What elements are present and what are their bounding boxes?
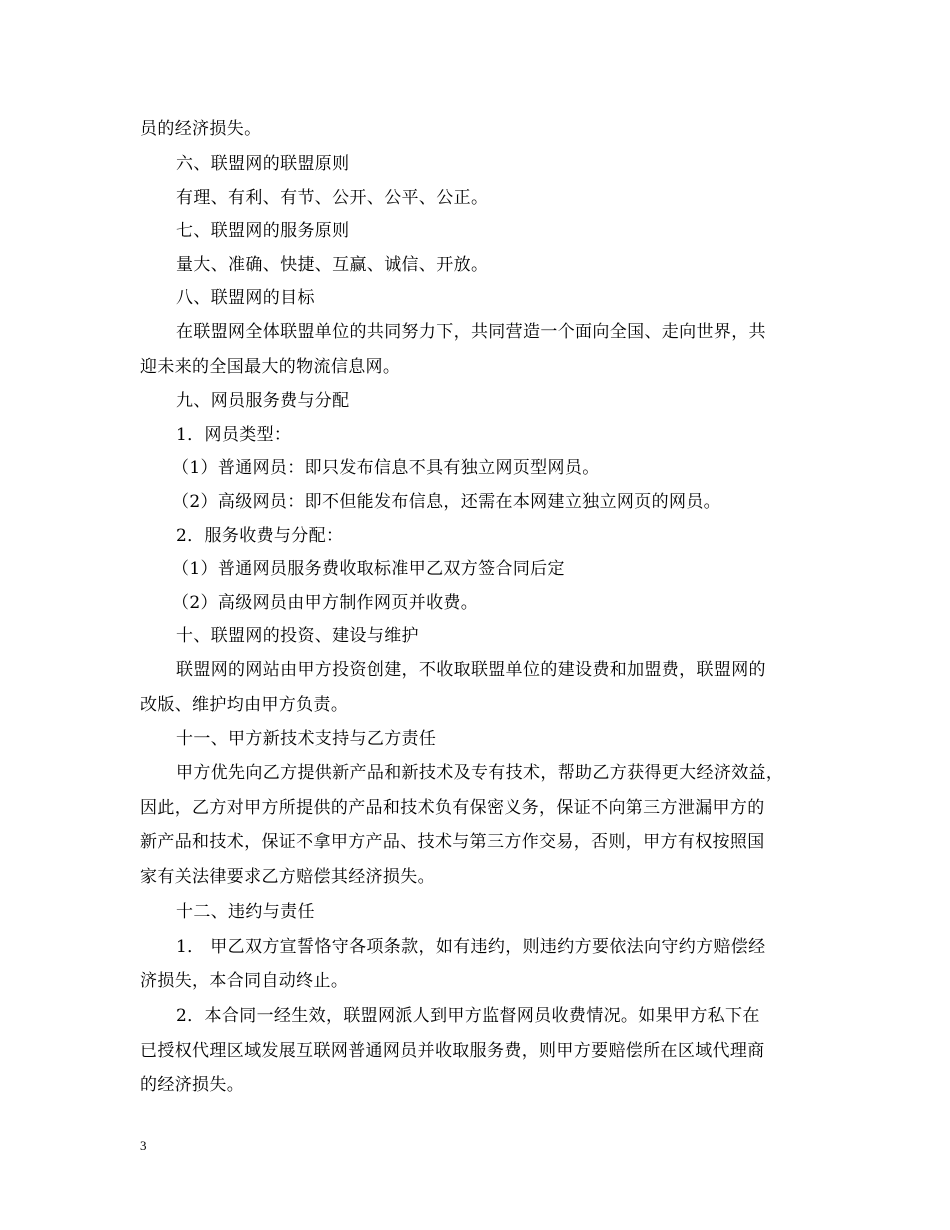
section-heading: 八、联盟网的目标 — [176, 288, 315, 308]
text-line: 1．网员类型： — [176, 425, 292, 445]
text-line: 员的经济损失。 — [140, 119, 262, 139]
text-line: 在联盟网全体联盟单位的共同努力下，共同营造一个面向全国、走向世界，共 — [176, 322, 766, 342]
text-line: 1． 甲乙双方宣誓恪守各项条款，如有违约，则违约方要依法向守约方赔偿经 — [176, 937, 766, 957]
section-heading: 十二、违约与责任 — [176, 902, 315, 922]
text-line: 的经济损失。 — [140, 1075, 245, 1095]
text-line: 有理、有利、有节、公开、公平、公正。 — [176, 188, 489, 208]
list-item: （1）普通网员：即只发布信息不具有独立网页型网员。 — [172, 458, 600, 478]
section-heading: 六、联盟网的联盟原则 — [176, 154, 350, 174]
text-line: 甲方优先向乙方提供新产品和新技术及专有技术，帮助乙方获得更大经济效益， — [176, 763, 784, 783]
text-line: 因此，乙方对甲方所提供的产品和技术负有保密义务，保证不向第三方泄漏甲方的 — [140, 798, 765, 818]
text-line: 济损失，本合同自动终止。 — [140, 971, 349, 991]
text-line: 量大、准确、快捷、互赢、诚信、开放。 — [176, 255, 489, 275]
section-heading: 十、联盟网的投资、建设与维护 — [176, 626, 419, 646]
section-heading: 七、联盟网的服务原则 — [176, 221, 350, 241]
text-line: 2．服务收费与分配： — [176, 526, 344, 546]
text-line: 迎未来的全国最大的物流信息网。 — [140, 357, 401, 377]
list-item: （2）高级网员由甲方制作网页并收费。 — [172, 593, 479, 613]
page-number: 3 — [140, 1138, 147, 1153]
list-item: （1）普通网员服务费收取标准甲乙双方签合同后定 — [172, 559, 565, 579]
text-line: 2．本合同一经生效，联盟网派人到甲方监督网员收费情况。如果甲方私下在 — [176, 1006, 760, 1026]
text-line: 新产品和技术，保证不拿甲方产品、技术与第三方作交易，否则，甲方有权按照国 — [140, 832, 765, 852]
text-line: 改版、维护均由甲方负责。 — [140, 695, 349, 715]
text-line: 家有关法律要求乙方赔偿其经济损失。 — [140, 867, 435, 887]
list-item: （2）高级网员：即不但能发布信息，还需在本网建立独立网页的网员。 — [172, 492, 722, 512]
text-line: 已授权代理区域发展互联网普通网员并收取服务费，则甲方要赔偿所在区域代理商 — [140, 1041, 765, 1061]
section-heading: 九、网员服务费与分配 — [176, 391, 350, 411]
section-heading: 十一、甲方新技术支持与乙方责任 — [176, 729, 437, 749]
text-line: 联盟网的网站由甲方投资创建，不收取联盟单位的建设费和加盟费，联盟网的 — [176, 660, 766, 680]
